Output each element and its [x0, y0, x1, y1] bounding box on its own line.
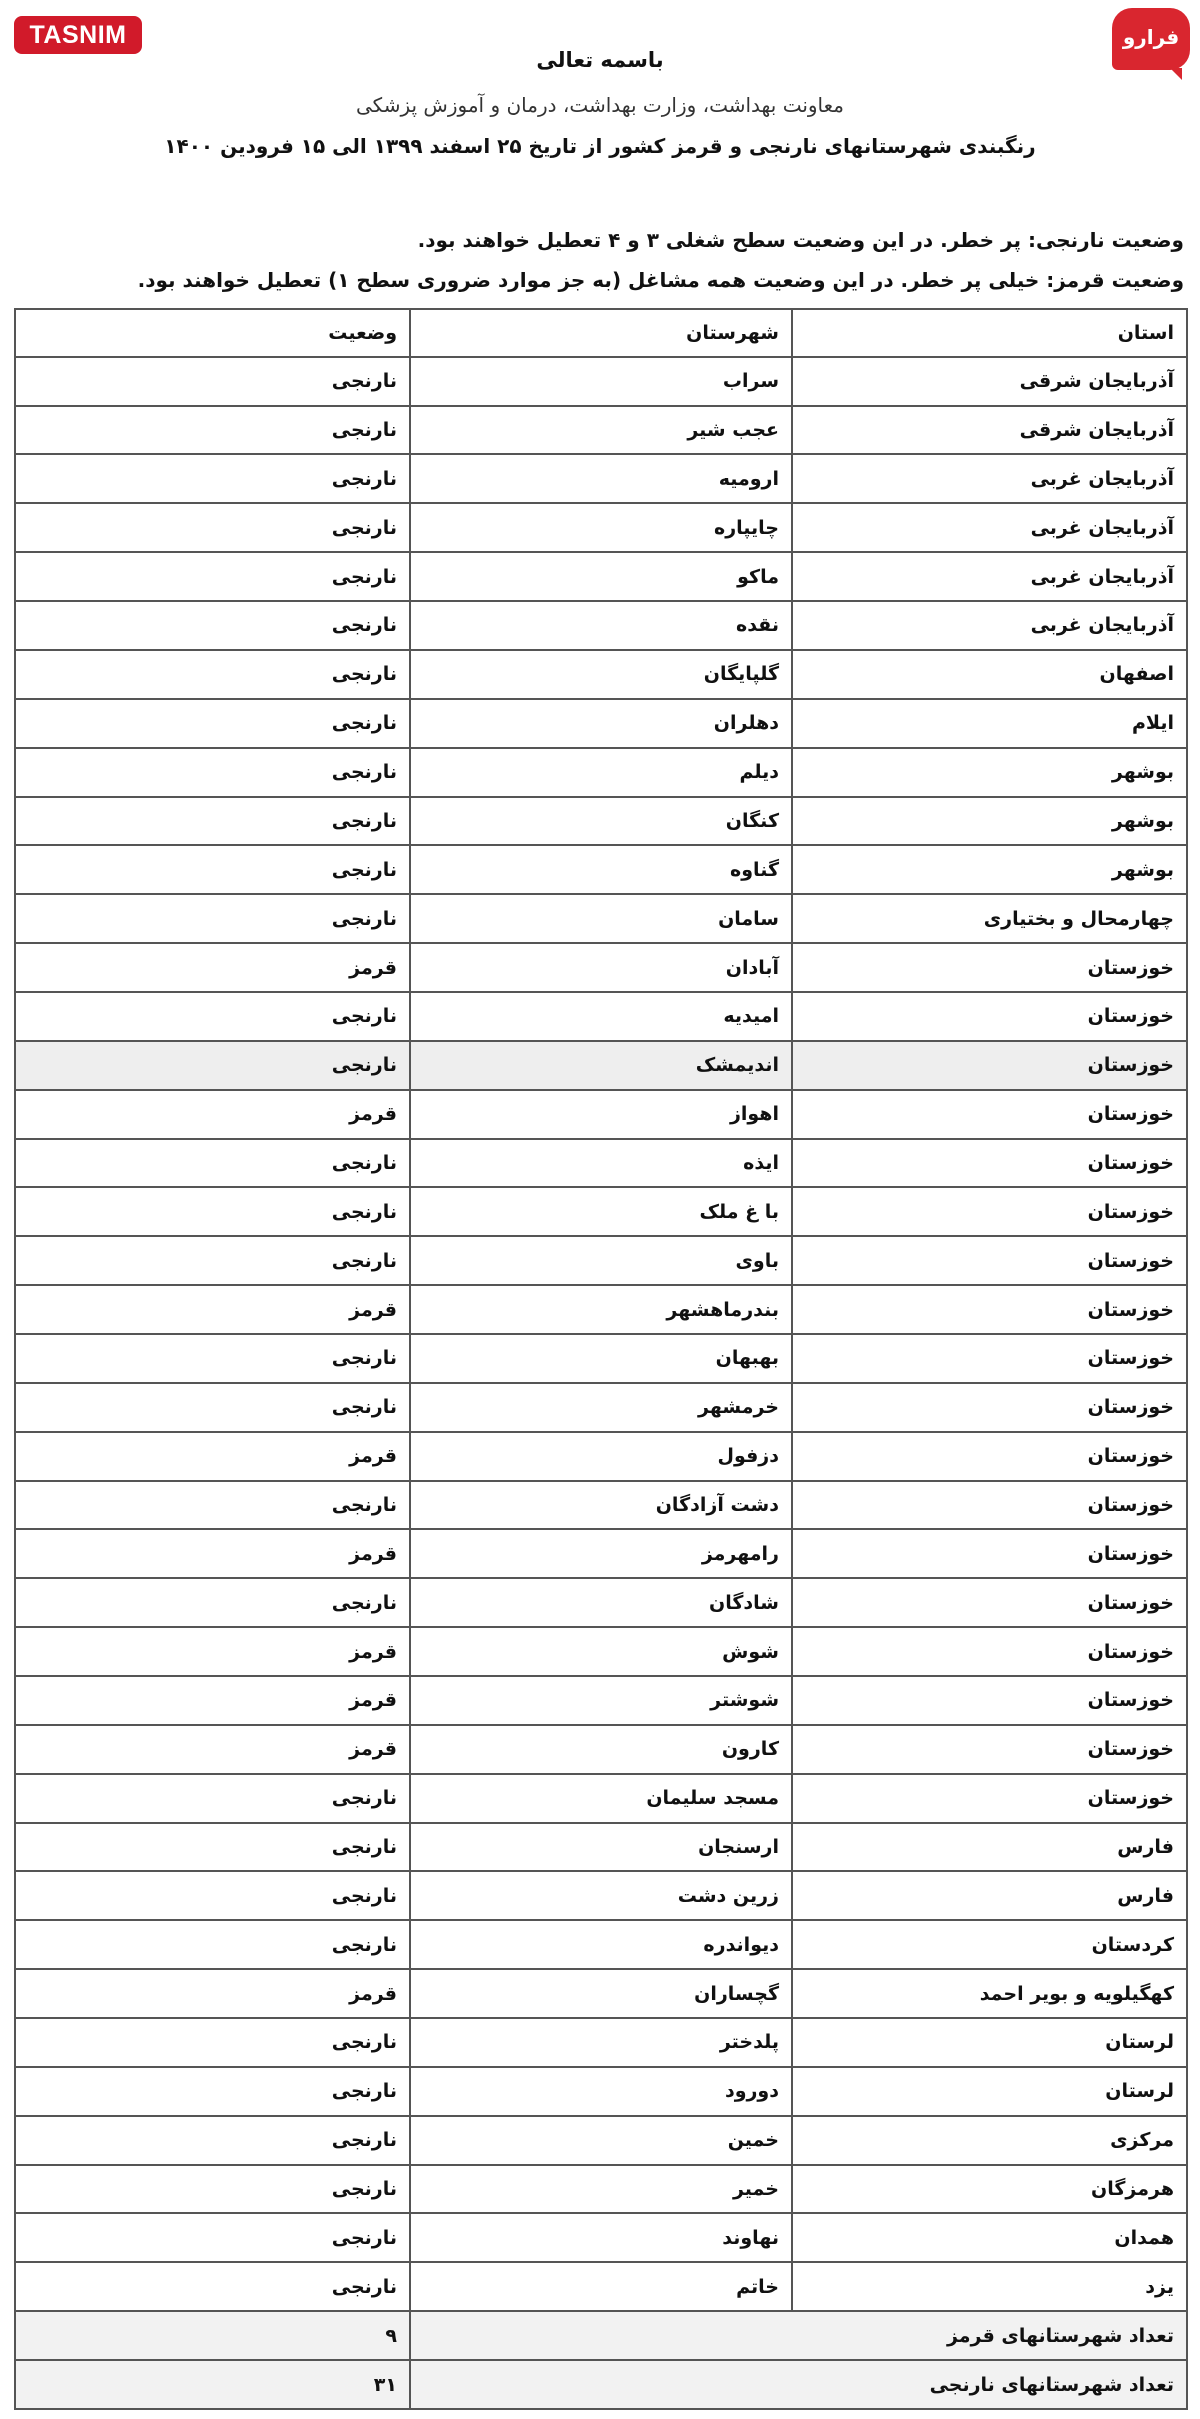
city-cell: عجب شیر — [410, 406, 792, 455]
city-cell: رامهرمز — [410, 1529, 792, 1578]
city-cell: ماکو — [410, 552, 792, 601]
city-cell: خرمشهر — [410, 1383, 792, 1432]
province-cell: لرستان — [792, 2018, 1187, 2067]
city-cell: اهواز — [410, 1090, 792, 1139]
city-cell: چایپاره — [410, 503, 792, 552]
table-row — [15, 992, 1187, 1041]
table-row — [15, 552, 1187, 601]
status-cell: نارنجی — [15, 1041, 410, 1090]
city-cell: کارون — [410, 1725, 792, 1774]
city-cell: پلدختر — [410, 2018, 792, 2067]
province-cell: خوزستان — [792, 1334, 1187, 1383]
province-cell: آذربایجان شرقی — [792, 406, 1187, 455]
city-cell: مسجد سلیمان — [410, 1774, 792, 1823]
total-label: تعداد شهرستانهای قرمز — [410, 2311, 1187, 2360]
province-cell: خوزستان — [792, 1627, 1187, 1676]
table-row — [15, 2213, 1187, 2262]
status-cell: قرمز — [15, 1676, 410, 1725]
status-cell: نارنجی — [15, 1823, 410, 1872]
total-value: ۳۱ — [15, 2360, 410, 2409]
table-row — [15, 1725, 1187, 1774]
province-cell: آذربایجان غربی — [792, 503, 1187, 552]
province-cell: همدان — [792, 2213, 1187, 2262]
table-row — [15, 1676, 1187, 1725]
province-cell: خوزستان — [792, 1529, 1187, 1578]
city-cell: دورود — [410, 2067, 792, 2116]
province-cell: ایلام — [792, 699, 1187, 748]
table-row — [15, 1578, 1187, 1627]
note-red-status: وضعیت قرمز: خیلی پر خطر. در این وضعیت همه مشاغل (به جز موارد ضروری سطح ۱) تعطیل خواهند بود. — [137, 268, 1184, 292]
city-cell: دهلران — [410, 699, 792, 748]
province-cell: بوشهر — [792, 797, 1187, 846]
column-header-status: وضعیت — [15, 309, 410, 357]
status-cell: نارنجی — [15, 894, 410, 943]
province-cell: خوزستان — [792, 1725, 1187, 1774]
table-row — [15, 2262, 1187, 2311]
table-row — [15, 1823, 1187, 1872]
status-cell: نارنجی — [15, 748, 410, 797]
province-cell: آذربایجان غربی — [792, 454, 1187, 503]
total-row — [15, 2311, 1187, 2360]
table-row — [15, 2165, 1187, 2214]
province-cell: خوزستان — [792, 1041, 1187, 1090]
table-row — [15, 1432, 1187, 1481]
status-cell: قرمز — [15, 1529, 410, 1578]
province-cell: خوزستان — [792, 1676, 1187, 1725]
status-cell: نارنجی — [15, 2165, 410, 2214]
province-cell: خوزستان — [792, 1578, 1187, 1627]
table-row — [15, 2067, 1187, 2116]
province-cell: بوشهر — [792, 748, 1187, 797]
table-header-row — [15, 309, 1187, 357]
city-cell: شوش — [410, 1627, 792, 1676]
status-cell: نارنجی — [15, 2116, 410, 2165]
document-heading: باسمه تعالی — [536, 48, 664, 72]
fararu-logo: فرارو — [1112, 8, 1190, 70]
status-cell: نارنجی — [15, 406, 410, 455]
province-cell: خوزستان — [792, 943, 1187, 992]
status-cell: نارنجی — [15, 2262, 410, 2311]
column-header-province: استان — [792, 309, 1187, 357]
total-row — [15, 2360, 1187, 2409]
status-cell: قرمز — [15, 1969, 410, 2018]
status-cell: قرمز — [15, 943, 410, 992]
province-cell: خوزستان — [792, 1432, 1187, 1481]
table-row — [15, 699, 1187, 748]
status-cell: نارنجی — [15, 1481, 410, 1530]
province-cell: کردستان — [792, 1920, 1187, 1969]
table-row — [15, 748, 1187, 797]
city-cell: اندیمشک — [410, 1041, 792, 1090]
status-cell: نارنجی — [15, 1187, 410, 1236]
city-cell: ارسنجان — [410, 1823, 792, 1872]
status-cell: قرمز — [15, 1432, 410, 1481]
status-cell: نارنجی — [15, 2213, 410, 2262]
province-cell: خوزستان — [792, 1236, 1187, 1285]
table-row — [15, 1041, 1187, 1090]
city-cell: خاتم — [410, 2262, 792, 2311]
table-row — [15, 454, 1187, 503]
table-row — [15, 1969, 1187, 2018]
city-cell: گناوه — [410, 845, 792, 894]
province-cell: مرکزی — [792, 2116, 1187, 2165]
table-row — [15, 797, 1187, 846]
status-cell: نارنجی — [15, 503, 410, 552]
status-cell: نارنجی — [15, 797, 410, 846]
province-cell: فارس — [792, 1871, 1187, 1920]
city-cell: با غ ملک — [410, 1187, 792, 1236]
province-cell: خوزستان — [792, 1285, 1187, 1334]
status-cell: نارنجی — [15, 454, 410, 503]
city-cell: آبادان — [410, 943, 792, 992]
city-cell: دشت آزادگان — [410, 1481, 792, 1530]
table-row — [15, 2116, 1187, 2165]
table-row — [15, 357, 1187, 406]
province-cell: خوزستان — [792, 1090, 1187, 1139]
province-cell: آذربایجان غربی — [792, 552, 1187, 601]
city-cell: خمین — [410, 2116, 792, 2165]
province-cell: یزد — [792, 2262, 1187, 2311]
city-cell: دیلم — [410, 748, 792, 797]
document-subheading: معاونت بهداشت، وزارت بهداشت، درمان و آموزش پزشکی — [355, 93, 845, 117]
city-cell: دزفول — [410, 1432, 792, 1481]
city-status-table — [14, 308, 1188, 2410]
table-row — [15, 1774, 1187, 1823]
document-title: رنگبندی شهرستانهای نارنجی و قرمز کشور از تاریخ ۲۵ اسفند ۱۳۹۹ الی ۱۵ فرودین ۱۴۰۰ — [164, 134, 1036, 158]
table-row — [15, 503, 1187, 552]
table-row — [15, 894, 1187, 943]
total-value: ۹ — [15, 2311, 410, 2360]
table-row — [15, 1139, 1187, 1188]
table-row — [15, 1090, 1187, 1139]
table-row — [15, 845, 1187, 894]
status-cell: نارنجی — [15, 1920, 410, 1969]
province-cell: آذربایجان شرقی — [792, 357, 1187, 406]
city-cell: امیدیه — [410, 992, 792, 1041]
province-cell: خوزستان — [792, 1383, 1187, 1432]
status-cell: قرمز — [15, 1725, 410, 1774]
status-cell: نارنجی — [15, 1774, 410, 1823]
province-cell: بوشهر — [792, 845, 1187, 894]
table-row — [15, 650, 1187, 699]
city-cell: گلپایگان — [410, 650, 792, 699]
status-cell: نارنجی — [15, 1871, 410, 1920]
status-cell: قرمز — [15, 1090, 410, 1139]
status-cell: نارنجی — [15, 357, 410, 406]
table-row — [15, 1871, 1187, 1920]
province-cell: آذربایجان غربی — [792, 601, 1187, 650]
table-row — [15, 1383, 1187, 1432]
city-cell: گچساران — [410, 1969, 792, 2018]
table-body — [15, 357, 1187, 2409]
city-cell: زرین دشت — [410, 1871, 792, 1920]
province-cell: اصفهان — [792, 650, 1187, 699]
city-cell: شادگان — [410, 1578, 792, 1627]
status-cell: نارنجی — [15, 650, 410, 699]
province-cell: هرمزگان — [792, 2165, 1187, 2214]
province-cell: چهارمحال و بختیاری — [792, 894, 1187, 943]
province-cell: خوزستان — [792, 1139, 1187, 1188]
province-cell: خوزستان — [792, 1774, 1187, 1823]
city-cell: نقده — [410, 601, 792, 650]
status-cell: نارنجی — [15, 1383, 410, 1432]
status-cell: قرمز — [15, 1627, 410, 1676]
city-cell: شوشتر — [410, 1676, 792, 1725]
status-cell: قرمز — [15, 1285, 410, 1334]
status-cell: نارنجی — [15, 2018, 410, 2067]
column-header-city: شهرستان — [410, 309, 792, 357]
status-cell: نارنجی — [15, 1139, 410, 1188]
table-row — [15, 1481, 1187, 1530]
city-cell: بهبهان — [410, 1334, 792, 1383]
status-cell: نارنجی — [15, 2067, 410, 2116]
table-row — [15, 1529, 1187, 1578]
table-row — [15, 1187, 1187, 1236]
province-cell: خوزستان — [792, 992, 1187, 1041]
status-cell: نارنجی — [15, 1334, 410, 1383]
province-cell: فارس — [792, 1823, 1187, 1872]
city-cell: بندرماهشهر — [410, 1285, 792, 1334]
city-cell: باوی — [410, 1236, 792, 1285]
province-cell: کهگیلویه و بویر احمد — [792, 1969, 1187, 2018]
table-row — [15, 406, 1187, 455]
city-cell: ارومیه — [410, 454, 792, 503]
city-cell: خمیر — [410, 2165, 792, 2214]
table-row — [15, 1920, 1187, 1969]
city-cell: دیواندره — [410, 1920, 792, 1969]
table-row — [15, 1334, 1187, 1383]
status-cell: نارنجی — [15, 845, 410, 894]
city-cell: سراب — [410, 357, 792, 406]
status-cell: نارنجی — [15, 1578, 410, 1627]
city-cell: سامان — [410, 894, 792, 943]
city-cell: کنگان — [410, 797, 792, 846]
note-orange-status: وضعیت نارنجی: پر خطر. در این وضعیت سطح شغلی ۳ و ۴ تعطیل خواهند بود. — [417, 228, 1184, 252]
province-cell: خوزستان — [792, 1481, 1187, 1530]
province-cell: خوزستان — [792, 1187, 1187, 1236]
table-row — [15, 601, 1187, 650]
status-cell: نارنجی — [15, 552, 410, 601]
table-row — [15, 1285, 1187, 1334]
status-cell: نارنجی — [15, 699, 410, 748]
tasnim-logo: TASNIM — [14, 16, 142, 54]
city-cell: ایذه — [410, 1139, 792, 1188]
status-cell: نارنجی — [15, 601, 410, 650]
table-row — [15, 2018, 1187, 2067]
status-cell: نارنجی — [15, 1236, 410, 1285]
table-row — [15, 1236, 1187, 1285]
province-cell: لرستان — [792, 2067, 1187, 2116]
table-row — [15, 943, 1187, 992]
status-cell: نارنجی — [15, 992, 410, 1041]
city-cell: نهاوند — [410, 2213, 792, 2262]
table-row — [15, 1627, 1187, 1676]
total-label: تعداد شهرستانهای نارنجی — [410, 2360, 1187, 2409]
